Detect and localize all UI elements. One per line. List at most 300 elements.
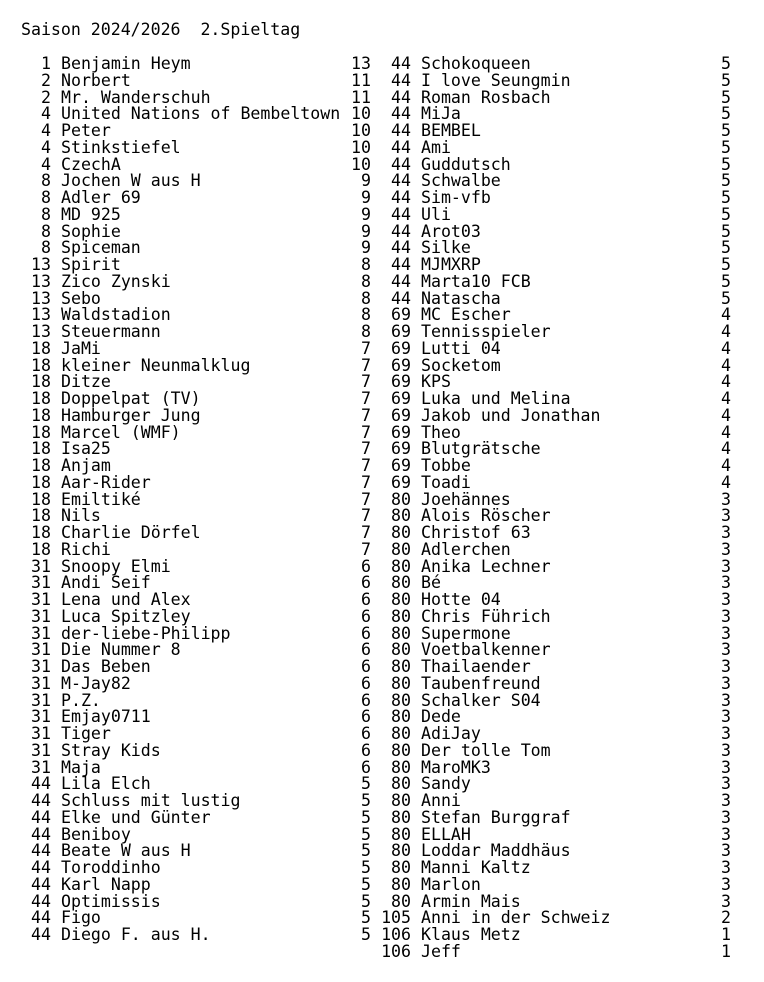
points: 6 bbox=[361, 740, 371, 760]
player-name: MiJa bbox=[421, 104, 461, 124]
points: 3 bbox=[721, 757, 731, 777]
points: 4 bbox=[721, 338, 731, 358]
rank: 80 bbox=[391, 606, 411, 626]
rank: 31 bbox=[31, 623, 51, 643]
points: 5 bbox=[361, 908, 371, 928]
points: 5 bbox=[721, 238, 731, 258]
rank: 13 bbox=[31, 322, 51, 341]
points: 4 bbox=[721, 355, 731, 375]
points: 7 bbox=[361, 472, 371, 492]
rank: 31 bbox=[31, 556, 51, 576]
rank: 44 bbox=[391, 104, 411, 124]
rank: 69 bbox=[391, 322, 411, 341]
player-name: Luca Spitzley bbox=[61, 606, 191, 626]
rank: 69 bbox=[391, 439, 411, 459]
points: 6 bbox=[361, 640, 371, 660]
standings-row bbox=[381, 271, 731, 291]
points: 8 bbox=[361, 271, 371, 291]
rank: 80 bbox=[391, 640, 411, 660]
points: 5 bbox=[361, 858, 371, 877]
player-name: Anjam bbox=[61, 456, 111, 475]
player-name: Waldstadion bbox=[61, 305, 171, 325]
player-name: Beate W aus H bbox=[61, 841, 191, 861]
points: 3 bbox=[721, 506, 731, 526]
rank: 44 bbox=[391, 54, 411, 73]
rank: 106 bbox=[381, 925, 411, 944]
standings-row bbox=[381, 740, 731, 760]
player-name: Voetbalkenner bbox=[421, 640, 551, 660]
player-name: Alois Röscher bbox=[421, 506, 551, 526]
rank: 8 bbox=[41, 238, 51, 258]
rank: 44 bbox=[391, 238, 411, 258]
rank: 31 bbox=[31, 740, 51, 760]
rank: 44 bbox=[31, 774, 51, 794]
rank: 80 bbox=[391, 506, 411, 526]
rank: 80 bbox=[391, 841, 411, 861]
player-name: der-liebe-Philipp bbox=[61, 623, 231, 643]
page-title: Saison 2024/2026 2.Spieltag bbox=[21, 20, 301, 39]
rank: 18 bbox=[31, 389, 51, 408]
rank: 44 bbox=[391, 255, 411, 274]
player-name: Taubenfreund bbox=[421, 673, 541, 693]
player-name: Isa25 bbox=[61, 439, 111, 459]
player-name: Nils bbox=[61, 506, 101, 526]
points: 3 bbox=[721, 807, 731, 827]
rank: 44 bbox=[391, 70, 411, 90]
points: 3 bbox=[721, 690, 731, 710]
player-name: Stray Kids bbox=[61, 740, 161, 760]
player-name: Socketom bbox=[421, 355, 501, 375]
player-name: P.Z. bbox=[61, 690, 101, 710]
player-name: Karl Napp bbox=[61, 874, 151, 894]
standings-row bbox=[21, 137, 371, 157]
player-name: M-Jay82 bbox=[61, 673, 131, 693]
player-name: Das Beben bbox=[61, 657, 151, 676]
player-name: Sim-vfb bbox=[421, 188, 491, 207]
player-name: Jakob und Jonathan bbox=[421, 405, 601, 425]
player-name: Figo bbox=[61, 908, 101, 928]
rank: 106 bbox=[381, 941, 411, 961]
player-name: Uli bbox=[421, 204, 451, 224]
points: 3 bbox=[721, 657, 731, 676]
player-name: Roman Rosbach bbox=[421, 87, 551, 107]
player-name: Tobbe bbox=[421, 456, 471, 475]
rank: 18 bbox=[31, 506, 51, 526]
player-name: Luka und Melina bbox=[421, 389, 571, 408]
player-name: Marta10 FCB bbox=[421, 271, 531, 291]
rank: 80 bbox=[391, 623, 411, 643]
rank: 18 bbox=[31, 355, 51, 375]
points: 8 bbox=[361, 305, 371, 325]
player-name: Theo bbox=[421, 422, 461, 442]
player-name: Stefan Burggraf bbox=[421, 807, 571, 827]
rank: 80 bbox=[391, 791, 411, 810]
player-name: Anni bbox=[421, 791, 461, 810]
player-name: Guddutsch bbox=[421, 154, 511, 174]
player-name: Dede bbox=[421, 707, 461, 727]
player-name: Spirit bbox=[61, 255, 121, 274]
rank: 31 bbox=[31, 673, 51, 693]
rank: 8 bbox=[41, 204, 51, 224]
points: 7 bbox=[361, 372, 371, 392]
points: 4 bbox=[721, 422, 731, 442]
player-name: Adlerchen bbox=[421, 539, 511, 559]
standings-row bbox=[381, 472, 731, 492]
points: 3 bbox=[721, 891, 731, 911]
rank: 8 bbox=[41, 221, 51, 241]
points: 9 bbox=[361, 238, 371, 258]
rank: 80 bbox=[391, 673, 411, 693]
player-name: Mr. Wanderschuh bbox=[61, 87, 211, 107]
points: 3 bbox=[721, 523, 731, 542]
player-name: MD 925 bbox=[61, 204, 121, 224]
player-name: Sandy bbox=[421, 774, 471, 794]
points: 7 bbox=[361, 489, 371, 509]
standings-row bbox=[381, 405, 731, 425]
points: 10 bbox=[351, 121, 371, 140]
points: 5 bbox=[721, 70, 731, 90]
points: 5 bbox=[721, 87, 731, 107]
player-name: Norbert bbox=[61, 70, 131, 90]
points: 3 bbox=[721, 640, 731, 660]
player-name: Thailaender bbox=[421, 657, 531, 676]
player-name: Benjamin Heym bbox=[61, 54, 191, 73]
rank: 2 bbox=[41, 87, 51, 107]
player-name: Sophie bbox=[61, 221, 121, 241]
rank: 31 bbox=[31, 690, 51, 710]
points: 6 bbox=[361, 724, 371, 743]
player-name: Elke und Günter bbox=[61, 807, 211, 827]
rank: 18 bbox=[31, 456, 51, 475]
points: 2 bbox=[721, 908, 731, 928]
standings-row bbox=[21, 874, 371, 894]
rank: 80 bbox=[391, 707, 411, 727]
player-name: Natascha bbox=[421, 288, 501, 308]
points: 7 bbox=[361, 439, 371, 459]
points: 5 bbox=[721, 204, 731, 224]
points: 5 bbox=[721, 171, 731, 191]
player-name: Schokoqueen bbox=[421, 54, 531, 73]
rank: 44 bbox=[391, 288, 411, 308]
rank: 18 bbox=[31, 472, 51, 492]
points: 9 bbox=[361, 171, 371, 191]
player-name: Marcel (WMF) bbox=[61, 422, 181, 442]
rank: 13 bbox=[31, 271, 51, 291]
rank: 80 bbox=[391, 858, 411, 877]
points: 5 bbox=[361, 874, 371, 894]
rank: 18 bbox=[31, 405, 51, 425]
player-name: Aar-Rider bbox=[61, 472, 151, 492]
points: 6 bbox=[361, 757, 371, 777]
points: 7 bbox=[361, 523, 371, 542]
points: 3 bbox=[721, 824, 731, 844]
player-name: Charlie Dörfel bbox=[61, 523, 201, 542]
rank: 80 bbox=[391, 874, 411, 894]
player-name: kleiner Neunmalklug bbox=[61, 355, 251, 375]
rank: 80 bbox=[391, 757, 411, 777]
points: 7 bbox=[361, 405, 371, 425]
points: 1 bbox=[721, 941, 731, 961]
points: 4 bbox=[721, 372, 731, 392]
player-name: Tiger bbox=[61, 724, 111, 743]
player-name: KPS bbox=[421, 372, 451, 392]
standings-row bbox=[381, 673, 731, 693]
rank: 44 bbox=[391, 204, 411, 224]
player-name: Emiltiké bbox=[61, 489, 141, 509]
player-name: Doppelpat (TV) bbox=[61, 389, 201, 408]
points: 3 bbox=[721, 556, 731, 576]
rank: 69 bbox=[391, 305, 411, 325]
rank: 44 bbox=[31, 841, 51, 861]
standings-row bbox=[381, 874, 731, 894]
rank: 105 bbox=[381, 908, 411, 928]
rank: 44 bbox=[31, 858, 51, 877]
points: 10 bbox=[351, 154, 371, 174]
standings-row bbox=[381, 807, 731, 827]
standings-row bbox=[21, 927, 371, 944]
points: 7 bbox=[361, 355, 371, 375]
points: 5 bbox=[361, 841, 371, 861]
points: 5 bbox=[721, 255, 731, 274]
player-name: Anika Lechner bbox=[421, 556, 551, 576]
points: 6 bbox=[361, 657, 371, 676]
points: 7 bbox=[361, 338, 371, 358]
rank: 69 bbox=[391, 355, 411, 375]
rank: 80 bbox=[391, 891, 411, 911]
points: 5 bbox=[721, 288, 731, 308]
player-name: Beniboy bbox=[61, 824, 131, 844]
player-name: Christof 63 bbox=[421, 523, 531, 542]
rank: 1 bbox=[41, 54, 51, 73]
standings-row bbox=[21, 807, 371, 827]
points: 11 bbox=[351, 87, 371, 107]
rank: 80 bbox=[391, 657, 411, 676]
rank: 18 bbox=[31, 338, 51, 358]
points: 8 bbox=[361, 322, 371, 341]
standings-row bbox=[21, 204, 371, 224]
player-name: BEMBEL bbox=[421, 121, 481, 140]
rank: 69 bbox=[391, 472, 411, 492]
points: 3 bbox=[721, 707, 731, 727]
rank: 31 bbox=[31, 590, 51, 609]
standings-row bbox=[21, 338, 371, 358]
points: 6 bbox=[361, 707, 371, 727]
points: 5 bbox=[361, 791, 371, 810]
rank: 44 bbox=[391, 171, 411, 191]
player-name: Adler 69 bbox=[61, 188, 141, 207]
points: 5 bbox=[721, 188, 731, 207]
points: 3 bbox=[721, 489, 731, 509]
rank: 4 bbox=[41, 104, 51, 124]
player-name: Spiceman bbox=[61, 238, 141, 258]
player-name: I love Seungmin bbox=[421, 70, 571, 90]
standings-row bbox=[381, 941, 731, 961]
standings-row bbox=[21, 673, 371, 693]
points: 3 bbox=[721, 724, 731, 743]
points: 10 bbox=[351, 104, 371, 124]
rank: 2 bbox=[41, 70, 51, 90]
standings-row bbox=[381, 539, 731, 559]
player-name: MC Escher bbox=[421, 305, 511, 325]
standings-row bbox=[21, 472, 371, 492]
points: 3 bbox=[721, 858, 731, 877]
standings-left-column bbox=[21, 56, 371, 944]
rank: 18 bbox=[31, 422, 51, 442]
rank: 4 bbox=[41, 121, 51, 140]
rank: 31 bbox=[31, 707, 51, 727]
rank: 44 bbox=[391, 137, 411, 157]
player-name: Diego F. aus H. bbox=[61, 925, 211, 944]
player-name: Emjay0711 bbox=[61, 707, 151, 727]
player-name: Lena und Alex bbox=[61, 590, 191, 609]
standings-row bbox=[21, 606, 371, 626]
points: 7 bbox=[361, 389, 371, 408]
player-name: Der tolle Tom bbox=[421, 740, 551, 760]
player-name: JaMi bbox=[61, 338, 101, 358]
player-name: Hotte 04 bbox=[421, 590, 501, 609]
player-name: Toadi bbox=[421, 472, 471, 492]
player-name: Schluss mit lustig bbox=[61, 791, 241, 810]
rank: 18 bbox=[31, 439, 51, 459]
player-name: Lutti 04 bbox=[421, 338, 501, 358]
standings-row bbox=[381, 338, 731, 358]
points: 7 bbox=[361, 422, 371, 442]
points: 3 bbox=[721, 590, 731, 609]
points: 3 bbox=[721, 673, 731, 693]
rank: 31 bbox=[31, 573, 51, 593]
rank: 44 bbox=[31, 891, 51, 911]
player-name: Schwalbe bbox=[421, 171, 501, 191]
standings-row bbox=[381, 137, 731, 157]
standings-row bbox=[21, 405, 371, 425]
points: 8 bbox=[361, 255, 371, 274]
rank: 4 bbox=[41, 137, 51, 157]
player-name: Jeff bbox=[421, 941, 461, 961]
player-name: Joehännes bbox=[421, 489, 511, 509]
points: 3 bbox=[721, 774, 731, 794]
points: 1 bbox=[721, 925, 731, 944]
player-name: Die Nummer 8 bbox=[61, 640, 181, 660]
rank: 4 bbox=[41, 154, 51, 174]
rank: 44 bbox=[31, 874, 51, 894]
rank: 31 bbox=[31, 606, 51, 626]
points: 4 bbox=[721, 456, 731, 475]
standings-right-column bbox=[381, 56, 731, 961]
rank: 80 bbox=[391, 573, 411, 593]
points: 7 bbox=[361, 506, 371, 526]
points: 3 bbox=[721, 539, 731, 559]
rank: 13 bbox=[31, 255, 51, 274]
points: 6 bbox=[361, 573, 371, 593]
points: 4 bbox=[721, 389, 731, 408]
points: 3 bbox=[721, 606, 731, 626]
points: 5 bbox=[721, 137, 731, 157]
standings-row bbox=[381, 606, 731, 626]
points: 3 bbox=[721, 841, 731, 861]
standings-row bbox=[381, 204, 731, 224]
rank: 8 bbox=[41, 188, 51, 207]
player-name: Blutgrätsche bbox=[421, 439, 541, 459]
rank: 44 bbox=[391, 154, 411, 174]
player-name: Steuermann bbox=[61, 322, 161, 341]
rank: 44 bbox=[391, 271, 411, 291]
player-name: Optimissis bbox=[61, 891, 161, 911]
points: 5 bbox=[361, 925, 371, 944]
rank: 44 bbox=[31, 824, 51, 844]
points: 6 bbox=[361, 673, 371, 693]
player-name: ELLAH bbox=[421, 824, 471, 844]
player-name: Jochen W aus H bbox=[61, 171, 201, 191]
player-name: Ditze bbox=[61, 372, 111, 392]
points: 5 bbox=[361, 824, 371, 844]
player-name: Klaus Metz bbox=[421, 925, 521, 944]
player-name: Stinkstiefel bbox=[61, 137, 181, 157]
player-name: Supermone bbox=[421, 623, 511, 643]
player-name: Lila Elch bbox=[61, 774, 151, 794]
player-name: Schalker S04 bbox=[421, 690, 541, 710]
points: 5 bbox=[721, 104, 731, 124]
points: 6 bbox=[361, 606, 371, 626]
standings-row bbox=[21, 271, 371, 291]
rank: 18 bbox=[31, 539, 51, 559]
points: 6 bbox=[361, 623, 371, 643]
rank: 18 bbox=[31, 489, 51, 509]
rank: 69 bbox=[391, 422, 411, 442]
player-name: Tennisspieler bbox=[421, 322, 551, 341]
points: 6 bbox=[361, 590, 371, 609]
rank: 44 bbox=[31, 925, 51, 944]
rank: 69 bbox=[391, 456, 411, 475]
player-name: Richi bbox=[61, 539, 111, 559]
rank: 80 bbox=[391, 556, 411, 576]
points: 4 bbox=[721, 405, 731, 425]
standings-row bbox=[21, 539, 371, 559]
player-name: Zico Zynski bbox=[61, 271, 171, 291]
points: 5 bbox=[361, 774, 371, 794]
rank: 69 bbox=[391, 372, 411, 392]
rank: 80 bbox=[391, 740, 411, 760]
rank: 8 bbox=[41, 171, 51, 191]
rank: 31 bbox=[31, 657, 51, 676]
player-name: United Nations of Bembeltown bbox=[61, 104, 341, 124]
rank: 31 bbox=[31, 757, 51, 777]
player-name: Sebo bbox=[61, 288, 101, 308]
rank: 18 bbox=[31, 372, 51, 392]
player-name: Anni in der Schweiz bbox=[421, 908, 611, 928]
rank: 80 bbox=[391, 774, 411, 794]
points: 3 bbox=[721, 623, 731, 643]
player-name: Maja bbox=[61, 757, 101, 777]
rank: 80 bbox=[391, 539, 411, 559]
points: 3 bbox=[721, 740, 731, 760]
player-name: Chris Führich bbox=[421, 606, 551, 626]
points: 7 bbox=[361, 456, 371, 475]
rank: 44 bbox=[31, 908, 51, 928]
points: 5 bbox=[361, 891, 371, 911]
points: 5 bbox=[721, 221, 731, 241]
rank: 80 bbox=[391, 489, 411, 509]
points: 5 bbox=[721, 154, 731, 174]
rank: 44 bbox=[391, 188, 411, 207]
rank: 44 bbox=[391, 221, 411, 241]
rank: 31 bbox=[31, 640, 51, 660]
rank: 80 bbox=[391, 724, 411, 743]
points: 5 bbox=[721, 54, 731, 73]
points: 4 bbox=[721, 472, 731, 492]
rank: 69 bbox=[391, 405, 411, 425]
rank: 80 bbox=[391, 824, 411, 844]
rank: 80 bbox=[391, 690, 411, 710]
